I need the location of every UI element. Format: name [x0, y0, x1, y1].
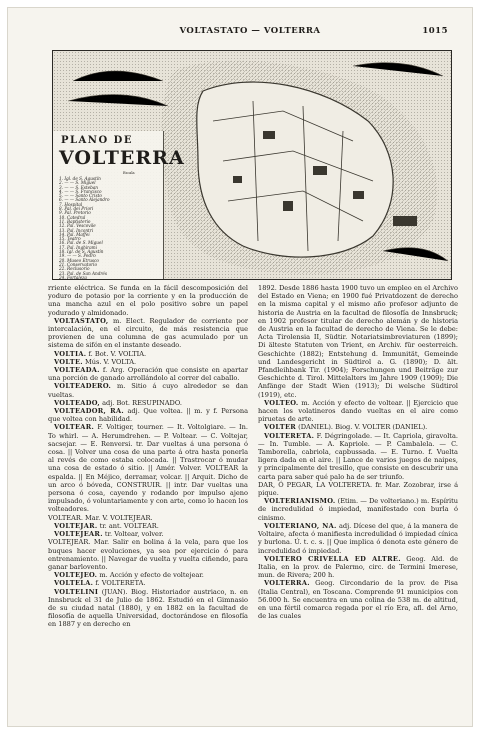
legend-item: 3. — — S. Esteban — [59, 184, 98, 190]
legend-item: 13. Pal. Incontri — [59, 227, 94, 233]
entry-text: Mús. V. VOLTA. — [84, 357, 137, 366]
running-head: VOLTASTATO — VOLTERRA — [179, 26, 321, 36]
entry-text: VOLTEAR. Mar. V. VOLTEJEAR. — [48, 513, 153, 522]
entry-text: F. Dégringolade. — It. Capriola, giravolta. — In. Tumble. — A. Kapriole. — P. Cambalela. — C. Tamborella, cabriola, capbussada. — E. Turno. f. Vuelta ligera dada en el aire. || Lance de varios juegos de naipes, y principalmente del tresillo, que consiste en descubrir una carta para saber qué palo ha de ser triunfo. — [258, 431, 458, 481]
entry-headword: VOLTE. — [54, 357, 83, 366]
entry-text: Geog. Circondario de la prov. de Pisa (Italia Central), en Toscana. Comprende 91 municipios con 56.000 h. Se encuentra en una colina de 538 m. de altitud, en una fértil comarca regada por el río Era, afl. del Arno, de las cuales — [258, 579, 458, 621]
entry-text: (Etim. — De volteriano.) m. Espíritu de incredulidad ó impiedad, manifestado con burla ó cinismo. — [258, 497, 458, 522]
entry-text: m. Acción y efecto de voltejear. — [99, 571, 204, 580]
dictionary-entry — [48, 538, 248, 571]
entry-text: f. Arg. Operación que consiste en apartar una porción de ganado arrollándolo al correr del caballo. — [48, 366, 248, 383]
entry-text: adj. Dícese del que, á la manera de Voltaire, afecta ó manifiesta incredulidad ó impiedad cínica y burlona. Ú. t. c. s. || Que implica ó denota este género de incredulidad ó impiedad. — [258, 521, 458, 555]
entry-headword: VOLTASTATO, — [54, 316, 109, 325]
entry-headword: VOLTERIANISMO. — [264, 497, 336, 506]
entry-text: F. Voltiger, tourner. — It. Voltolgiare. — In. To whirl. — A. Herumdrehen. — P. Voltear. — C. Voltejar, sacsejar. — E. Renversi. tr. Dar vueltas á una persona ó cosa. || Volver una cosa de una parte á otra hasta ponerla al revés de como estaba colocada. || Trastrocar ó mudar una cosa de estado ó sitio. || Amér. Volver. VOLTEAR la espalda. || En Méjico, derramar, volcar. || Arquit. Dicho de un arco ó bóveda, CONSTRUIR. || intr. Dar vueltas una persona ó cosa, cayendo y rodando por impulso ajeno impulsado, ó voluntariamente y con arte, como lo hacen los volteadores. — [48, 423, 248, 514]
legend-item: 19. — — S. Pedro — [59, 253, 96, 259]
map-legend — [53, 131, 185, 280]
entry-text: tr. Voltear, volver. — [104, 530, 164, 539]
legend-item: 7. Hospital — [59, 201, 83, 207]
legend-item: 23. Pal. de San Andrés — [59, 270, 108, 276]
entry-headword: VOLTEADERO. — [54, 382, 112, 391]
dictionary-entry — [258, 522, 458, 555]
entry-headword: VOLTER — [264, 423, 297, 432]
dictionary-entry — [48, 579, 248, 587]
entry-headword: VOLTEADA. — [54, 366, 100, 375]
entry-text: Geog. Ald. de Italia, en la prov. de Palermo, circ. de Termini Imerese, mun. de Rivera; 200 h. — [258, 554, 458, 580]
left-column — [48, 284, 248, 714]
dictionary-entry — [48, 366, 248, 382]
legend-item: 9. Pal. Pretorio — [59, 210, 91, 216]
entry-headword: VOLTELA. — [54, 579, 94, 588]
legend-item: 24. Fortaleza — [59, 274, 87, 280]
entry-headword: VOLTEJEO. — [54, 571, 98, 580]
entry-text: adj. Que voltea. || m. y f. Persona que voltea con habilidad. — [48, 407, 248, 424]
dictionary-entry — [258, 284, 458, 399]
dictionary-entry — [258, 481, 458, 497]
map-title-line2: VOLTERRA — [59, 147, 185, 169]
dictionary-entry — [48, 522, 248, 530]
dictionary-entry — [48, 407, 248, 423]
entry-text: 1892. Desde 1886 hasta 1900 tuvo un empleo en el Archivo del Estado en Viena; en 1900 fué Privatdozent de derecho en la misma capital y el mismo año profesor adjunto de historia de Austria en la facultad de filosofía de Innsbruck; en 1902 profesor titular de derecho alemán y de historia de Austria en la facultad de derecho de Viena. Se le debe: Acta Tirolensia II, Südtir. Notariatsimbreviaturen (1899); Di älteste Statuten von Trient, en Archiv. für oesterreich. Geschichte (1882); Entstehung d. Immunität, Gemeinde und Landesgericht in Südtirol a. G. (1890); D. ält. Pfandleihbank Tir. (1904); Forschungen und Beiträge zur Geschichte d. Tirol. Mittelalters im Jahre 1909 (1909); Die Anfänge der Stadt Wien (1913); Di welsche Südtirol (1919), etc. — [258, 284, 458, 399]
legend-item: 14. Pal. Maffei — [59, 231, 90, 237]
legend-item: 12. Pal. Vescovile — [59, 223, 96, 229]
legend-item: 8. Pal. dei Priori — [59, 206, 94, 212]
legend-item: 5. — — Santo Cristo — [59, 193, 102, 199]
dictionary-entry — [48, 284, 248, 317]
entry-text: f. VOLTERETA. — [95, 579, 146, 588]
entry-headword: VOLTEADOR, RA. — [54, 407, 124, 416]
legend-item: 16. Pal. de S. Miguel — [59, 240, 103, 246]
entry-text: DAR, Ó PEGAR, LA VOLTERETA. fr. Mar. Zozobrar, irse á pique. — [258, 480, 458, 498]
entry-text: rriente eléctrica. Se funda en la fácil descomposición del yoduro de potasio por la corriente y en la producción de una mancha azul en el polo positivo sobre un papel yodurado y almidonado. — [48, 284, 248, 317]
legend-item: 4. — — S. Francisco — [59, 188, 102, 194]
legend-item: 18. Igl. de S. Agustín — [59, 249, 104, 255]
entry-headword: VOLTELINI — [54, 587, 99, 596]
legend-item: 2. — — S. Miguel — [59, 180, 96, 186]
dictionary-entry — [258, 579, 458, 620]
entry-headword: VOLTEJEAR. — [54, 530, 103, 539]
dictionary-entry — [48, 571, 248, 579]
entry-text: (JUAN). Biog. Historiador austriaco, n. en Innsbruck el 31 de Julio de 1862. Estudió en el Gimnasio de su ciudad natal (1880), y en 1882 en la facultad de filosofía de aquella Universidad, doctorándose en filosofía en 1887 y en derecho en — [48, 587, 248, 629]
dictionary-entry — [48, 399, 248, 407]
entry-headword: VOLTEO. — [264, 398, 299, 407]
legend-item: 22. Reclusorio — [59, 266, 90, 272]
legend-item: 20. Museo Etrusco — [59, 257, 99, 263]
legend-item: 6. — — Santo Alejandro — [59, 197, 110, 203]
page-header — [52, 26, 448, 40]
dictionary-entry — [48, 588, 248, 629]
entry-text: (DANIEL). Biog. V. VOLTER (DANIEL). — [298, 423, 428, 432]
legend-item: 17. Pal. Inghirami — [59, 244, 97, 250]
entry-headword: VOLTEAR. — [54, 423, 95, 432]
dictionary-entry — [48, 514, 248, 522]
dictionary-entry — [258, 497, 458, 522]
map-title-line1: PLANO DE — [61, 135, 133, 146]
dictionary-entry — [48, 350, 248, 358]
right-column — [258, 284, 458, 714]
entry-text: f. Bot. V. VOLTIA. — [88, 349, 147, 358]
entry-text: m. Sitio á cuyo alrededor se dan vueltas. — [48, 382, 248, 399]
entry-headword: VOLTEADO, — [54, 398, 100, 407]
page-number: 1015 — [422, 26, 448, 36]
entry-headword: VOLTERRA. — [264, 579, 310, 588]
map-scale-label: Escala — [123, 171, 135, 175]
dictionary-body — [48, 284, 462, 714]
legend-list — [59, 177, 110, 280]
entry-text: VOLTEJEAR. Mar. Salir en bolina á la vela, para que los buques hacer evoluciones, ya sea por ejercicio ó para entrenamiento. || Navegar de vuelta y vuelta ciñendo, para ganar barlovento. — [48, 538, 248, 571]
legend-item: 10. Catedral — [59, 214, 86, 220]
legend-item: 1. Igl. de S. Agustín — [59, 176, 101, 181]
dictionary-entry — [258, 555, 458, 580]
entry-text: adj. Bot. RESUPINADO. — [102, 398, 182, 407]
dictionary-entry — [258, 399, 458, 424]
dictionary-entry — [258, 432, 458, 481]
entry-headword: VOLTEJAR. — [54, 521, 98, 530]
entry-text: m. Elect. Regulador de corriente por intercalación, en el circuito, de más resistencia que provienen de una columna de gas acumulado por un sistema de sifón en el instante deseado. — [48, 316, 248, 350]
dictionary-entry — [258, 423, 458, 431]
entry-headword: VOLTERETA. — [264, 431, 315, 440]
legend-item: 11. Baptisterio — [59, 218, 91, 224]
dictionary-entry — [48, 317, 248, 350]
entry-headword: VOLTIA. — [54, 349, 87, 358]
dictionary-entry — [48, 382, 248, 398]
document-page — [8, 8, 472, 726]
legend-item: 15. Teatro — [59, 236, 81, 242]
dictionary-entry — [48, 423, 248, 513]
dictionary-entry — [48, 358, 248, 366]
entry-headword: VOLTERIANO, NA. — [264, 521, 337, 530]
legend-item: 21. Conservatorio — [59, 261, 97, 267]
city-map — [52, 50, 452, 280]
entry-text: m. Acción y efecto de voltear. || Ejercicio que hacen los volatineros dando vueltas en el aire como piruetas de arte. — [258, 398, 458, 424]
entry-headword: VOLTERO CRIVELLA ED ALTRE. — [264, 554, 401, 563]
dictionary-entry — [48, 530, 248, 538]
entry-text: tr. ant. VOLTEAR. — [99, 521, 159, 530]
